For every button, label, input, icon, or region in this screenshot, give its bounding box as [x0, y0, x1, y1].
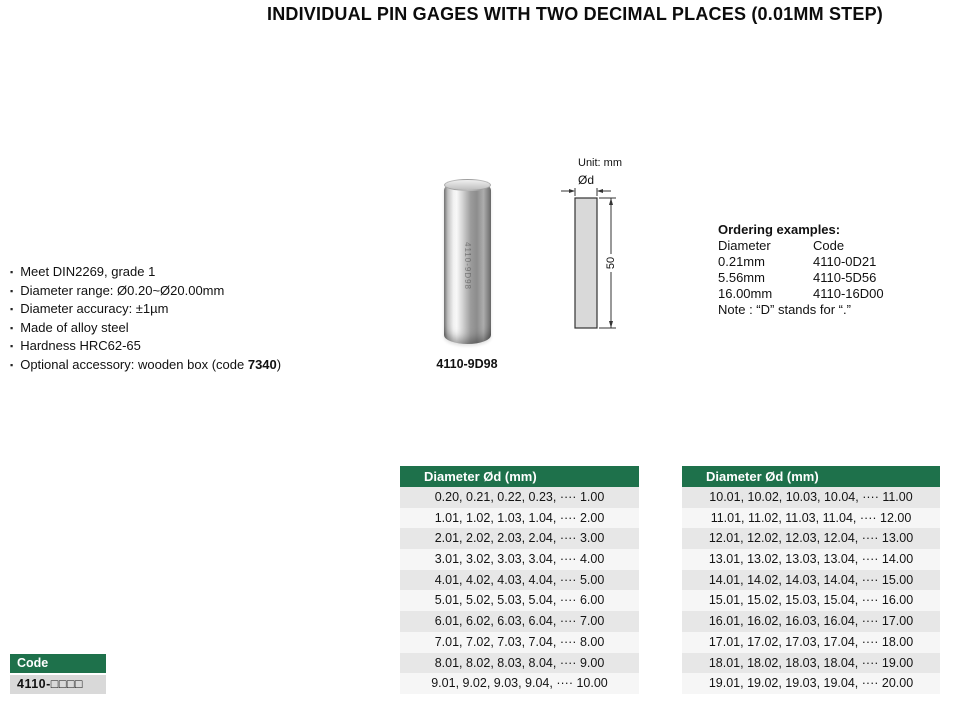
arrowhead-down-icon [609, 321, 613, 328]
feature-text: Diameter range: Ø0.20~Ø20.00mm [20, 282, 225, 298]
length-dim-label: 50 [605, 256, 617, 270]
ordering-code: 4110-5D56 [813, 270, 877, 285]
table-row: 11.01, 11.02, 11.03, 11.04, ···· 12.00 [682, 508, 940, 529]
ordering-diameter: 5.56mm [718, 270, 765, 285]
ordering-row [718, 286, 928, 302]
ordering-col-diameter: Diameter [718, 238, 771, 253]
arrowhead-left-icon [597, 189, 603, 193]
bullet-icon: ▪ [10, 285, 14, 296]
pin-engraving-text: 4110-9D98 [463, 241, 472, 290]
feature-item-optional-accessory [10, 356, 281, 375]
ordering-col-code: Code [813, 238, 845, 253]
ordering-examples [718, 222, 928, 318]
table-row: 6.01, 6.02, 6.03, 6.04, ···· 7.00 [400, 611, 639, 632]
bullet-icon: ▪ [10, 322, 14, 333]
ordering-title: Ordering examples: [718, 222, 841, 237]
feature-text: Made of alloy steel [20, 319, 129, 335]
table-row: 3.01, 3.02, 3.03, 3.04, ···· 4.00 [400, 549, 639, 570]
code-block-value: 4110-□□□□ [10, 675, 106, 694]
table-row: 1.01, 1.02, 1.03, 1.04, ···· 2.00 [400, 508, 639, 529]
ordering-code: 4110-0D21 [813, 254, 877, 269]
table-row: 17.01, 17.02, 17.03, 17.04, ···· 18.00 [682, 632, 940, 653]
table-row: 19.01, 19.02, 19.03, 19.04, ···· 20.00 [682, 673, 940, 694]
feature-item [10, 263, 281, 282]
ordering-row [718, 270, 928, 286]
feature-list [10, 263, 281, 375]
table-row: 7.01, 7.02, 7.03, 7.04, ···· 8.00 [400, 632, 639, 653]
unit-label: Unit: mm [578, 157, 622, 169]
dimension-diagram [552, 150, 652, 345]
feature-item [10, 319, 281, 338]
table-header: Diameter Ød (mm) [400, 466, 639, 487]
feature-text: Diameter accuracy: ±1µm [20, 301, 169, 317]
table-row: 16.01, 16.02, 16.03, 16.04, ···· 17.00 [682, 611, 940, 632]
table-row: 10.01, 10.02, 10.03, 10.04, ···· 11.00 [682, 487, 940, 508]
pin-top-cap [444, 179, 491, 191]
table-row: 14.01, 14.02, 14.03, 14.04, ···· 15.00 [682, 570, 940, 591]
table-row: 15.01, 15.02, 15.03, 15.04, ···· 16.00 [682, 590, 940, 611]
arrowhead-up-icon [609, 198, 613, 205]
diameter-table-left [400, 466, 639, 694]
feature-text: Hardness HRC62-65 [20, 338, 141, 354]
code-block-header: Code [10, 654, 106, 673]
table-row: 8.01, 8.02, 8.03, 8.04, ···· 9.00 [400, 653, 639, 674]
table-row: 13.01, 13.02, 13.03, 13.04, ···· 14.00 [682, 549, 940, 570]
bullet-icon: ▪ [10, 359, 14, 370]
bullet-icon: ▪ [10, 304, 14, 315]
ordering-note: Note : “D” stands for “.” [718, 302, 851, 317]
feature-text-prefix: Optional accessory: wooden box (code [20, 356, 248, 372]
feature-text-suffix: ) [276, 356, 282, 372]
pin-gage-image [444, 181, 491, 344]
ordering-header-row [718, 238, 928, 254]
table-header: Diameter Ød (mm) [682, 466, 940, 487]
feature-item [10, 300, 281, 319]
page-title: INDIVIDUAL PIN GAGES WITH TWO DECIMAL PLACES (0.01MM STEP) [267, 4, 883, 24]
pin-outline-rect [575, 198, 597, 328]
arrowhead-right-icon [569, 189, 575, 193]
feature-item [10, 282, 281, 301]
table-row: 4.01, 4.02, 4.03, 4.04, ···· 5.00 [400, 570, 639, 591]
bullet-icon: ▪ [10, 267, 14, 277]
diameter-dim-label: Ød [577, 173, 595, 187]
product-model-label: 4110-9D98 [436, 357, 498, 371]
table-row: 5.01, 5.02, 5.03, 5.04, ···· 6.00 [400, 590, 639, 611]
pin-cylinder [444, 181, 491, 344]
accessory-code: 7340 [247, 356, 277, 372]
feature-text [20, 356, 281, 375]
diameter-dimension-lines [561, 188, 611, 196]
ordering-code: 4110-16D00 [813, 286, 884, 301]
table-row: 12.01, 12.02, 12.03, 12.04, ···· 13.00 [682, 528, 940, 549]
order-code-block [10, 654, 106, 694]
ordering-diameter: 16.00mm [718, 286, 773, 301]
table-row: 0.20, 0.21, 0.22, 0.23, ···· 1.00 [400, 487, 639, 508]
feature-item [10, 337, 281, 356]
bullet-icon: ▪ [10, 341, 14, 352]
ordering-row [718, 254, 928, 270]
ordering-diameter: 0.21mm [718, 254, 765, 269]
table-row: 18.01, 18.02, 18.03, 18.04, ···· 19.00 [682, 653, 940, 674]
table-row: 9.01, 9.02, 9.03, 9.04, ···· 10.00 [400, 673, 639, 694]
diameter-table-right [682, 466, 940, 694]
table-row: 2.01, 2.02, 2.03, 2.04, ···· 3.00 [400, 528, 639, 549]
feature-text: Meet DIN2269, grade 1 [20, 264, 156, 279]
